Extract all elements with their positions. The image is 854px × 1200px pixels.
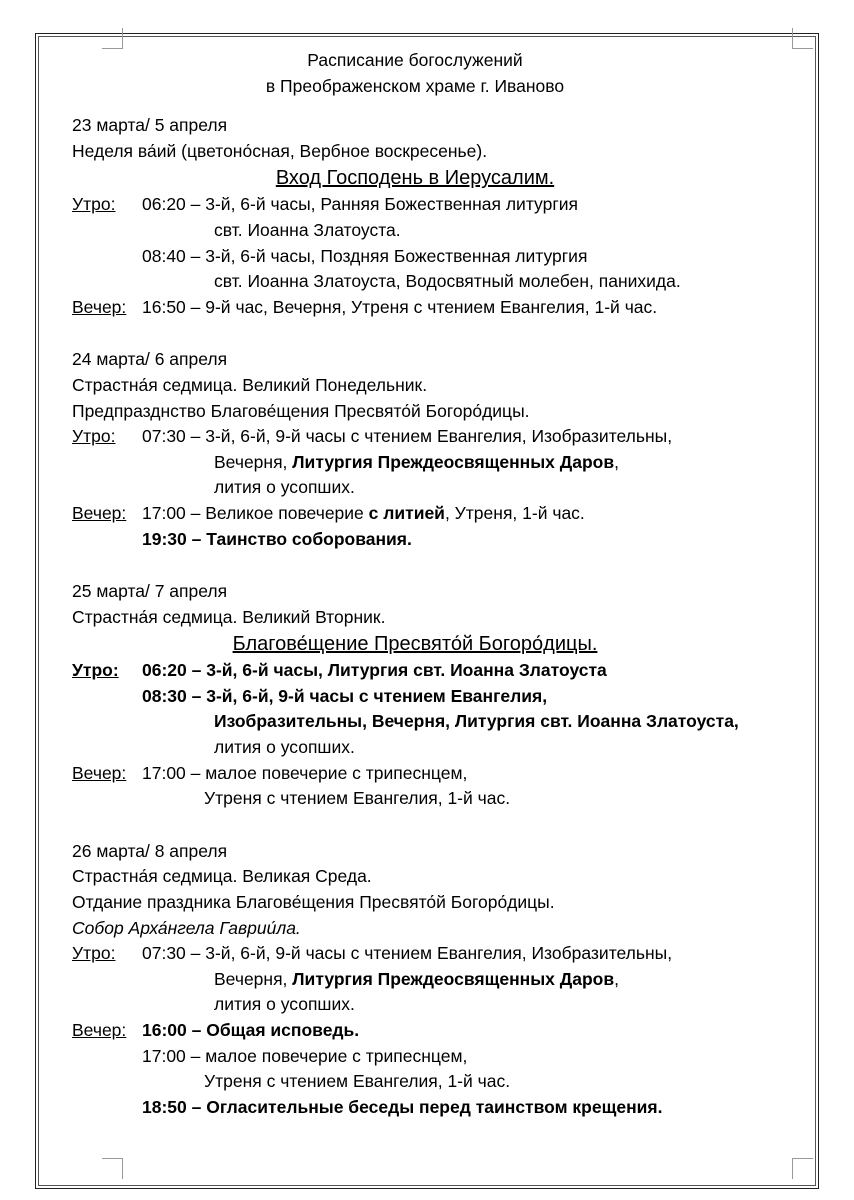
service-text: Изобразительны, Вечерня, Литургия свт. Иоанна Златоуста, xyxy=(214,711,739,732)
day4-morning-1c xyxy=(72,992,802,1018)
day2-forefeast: Предпразднство Благове́щения Пресвято́й Богоро́дицы. xyxy=(72,400,530,421)
service-text: лития о усопших. xyxy=(214,737,355,758)
service-text-bold: Литургия Преждеосвященных Даров xyxy=(292,968,615,989)
day2-date: 24 марта/ 6 апреля xyxy=(72,349,228,370)
day1-morning-2b xyxy=(72,269,802,295)
day4-morning-1b xyxy=(72,967,802,993)
service-text-bold: Литургия Преждеосвященных Даров xyxy=(292,451,615,472)
day2-morning-1b xyxy=(72,450,802,476)
service-text: 16:50 – 9-й час, Вечерня, Утреня с чтением Евангелия, 1-й час. xyxy=(142,296,658,317)
service-text-part: , xyxy=(614,451,619,472)
service-text: свт. Иоанна Златоуста. xyxy=(214,219,401,240)
service-text-bold: с литией xyxy=(368,502,445,523)
evening-label: Вечер: xyxy=(72,296,127,317)
day4-morning-1 xyxy=(72,941,802,967)
evening-label: Вечер: xyxy=(72,762,127,783)
crop-mark xyxy=(102,1158,123,1179)
day4-afterfeast: Отдание праздника Благове́щения Пресвято́й Богоро́дицы. xyxy=(72,892,555,913)
service-text: 19:30 – Таинство соборования. xyxy=(142,528,412,549)
service-text: 17:00 – малое повечерие с трипеснцем, xyxy=(142,1045,468,1066)
service-text: 16:00 – Общая исповедь. xyxy=(142,1020,360,1040)
evening-label: Вечер: xyxy=(72,502,127,523)
day3-morning-1 xyxy=(72,658,802,684)
service-text-part: Вечерня, xyxy=(214,968,293,989)
service-text: 06:20 – 3-й, 6-й часы, Ранняя Божественная литургия xyxy=(142,194,578,215)
service-text: 18:50 – Огласительные беседы перед таинством крещения. xyxy=(142,1096,663,1117)
service-text: 08:30 – 3-й, 6-й, 9-й часы с чтением Евангелия, xyxy=(142,685,548,706)
day3-morning-2b xyxy=(72,709,802,735)
day2-name: Страстна́я седмица. Великий Понедельник. xyxy=(72,374,428,395)
service-text: 07:30 – 3-й, 6-й, 9-й часы с чтением Евангелия, Изобразительны, xyxy=(142,426,673,447)
schedule-document xyxy=(72,48,802,1120)
day1-morning-1 xyxy=(72,192,802,218)
day1-date: 23 марта/ 5 апреля xyxy=(72,115,228,136)
day4-date: 26 марта/ 8 апреля xyxy=(72,840,228,861)
day3-morning-2c xyxy=(72,735,802,761)
service-text: 08:40 – 3-й, 6-й часы, Поздняя Божественная литургия xyxy=(142,245,588,266)
service-text-part: , Утреня, 1-й час. xyxy=(444,502,585,523)
service-text-part: , xyxy=(614,968,619,989)
day3-feast: Благове́щение Пресвято́й Богоро́дицы. xyxy=(232,633,598,656)
service-text xyxy=(142,501,585,527)
day4-evening-2 xyxy=(72,1044,802,1070)
day4-saint: Собор Арха́нгела Гаврии́ла. xyxy=(72,917,301,938)
day1-evening-1 xyxy=(72,295,802,321)
service-text: 07:30 – 3-й, 6-й, 9-й часы с чтением Евангелия, Изобразительны, xyxy=(142,943,673,964)
crop-mark xyxy=(102,28,123,49)
day1-name: Неделя ва́ий (цветоно́сная, Вербное воскресенье). xyxy=(72,140,488,161)
day3-name: Страстна́я седмица. Великий Вторник. xyxy=(72,606,386,627)
day4-evening-1 xyxy=(72,1018,802,1044)
day4-evening-3 xyxy=(72,1095,802,1121)
service-text: Утреня с чтением Евангелия, 1-й час. xyxy=(204,1071,511,1092)
service-text xyxy=(214,967,619,993)
day3-date: 25 марта/ 7 апреля xyxy=(72,581,228,602)
day1-morning-2 xyxy=(72,244,802,270)
service-text-part: Вечерня, xyxy=(214,451,293,472)
service-text: лития о усопших. xyxy=(214,994,355,1015)
morning-label: Утро: xyxy=(72,426,116,447)
day2-morning-1 xyxy=(72,424,802,450)
service-text: 17:00 – малое повечерие с трипеснцем, xyxy=(142,762,468,783)
service-text: Утреня с чтением Евангелия, 1-й час. xyxy=(204,788,511,809)
title-line-1: Расписание богослужений xyxy=(307,50,523,70)
title-line-2: в Преображенском храме г. Иваново xyxy=(265,75,565,96)
day3-morning-2 xyxy=(72,684,802,710)
day2-evening-1 xyxy=(72,501,802,527)
day2-morning-1c xyxy=(72,475,802,501)
morning-label: Утро: xyxy=(72,943,116,964)
evening-label: Вечер: xyxy=(72,1020,127,1040)
crop-mark xyxy=(792,1158,813,1179)
service-text: лития о усопших. xyxy=(214,477,355,498)
day4-evening-2b xyxy=(72,1069,802,1095)
service-text: 06:20 – 3-й, 6-й часы, Литургия свт. Иоанна Златоуста xyxy=(142,660,607,681)
day3-evening-1 xyxy=(72,761,802,787)
service-text: свт. Иоанна Златоуста, Водосвятный молебен, панихида. xyxy=(214,271,681,292)
service-text xyxy=(214,450,619,476)
morning-label: Утро: xyxy=(72,660,119,681)
morning-label: Утро: xyxy=(72,194,116,215)
day1-feast: Вход Господень в Иерусалим. xyxy=(275,167,555,190)
crop-mark xyxy=(792,28,813,49)
day3-evening-1b xyxy=(72,786,802,812)
day1-morning-1b xyxy=(72,218,802,244)
day4-name: Страстна́я седмица. Великая Среда. xyxy=(72,866,372,887)
service-text-part: 17:00 – Великое повечерие xyxy=(142,502,369,523)
day2-evening-2 xyxy=(72,527,802,553)
